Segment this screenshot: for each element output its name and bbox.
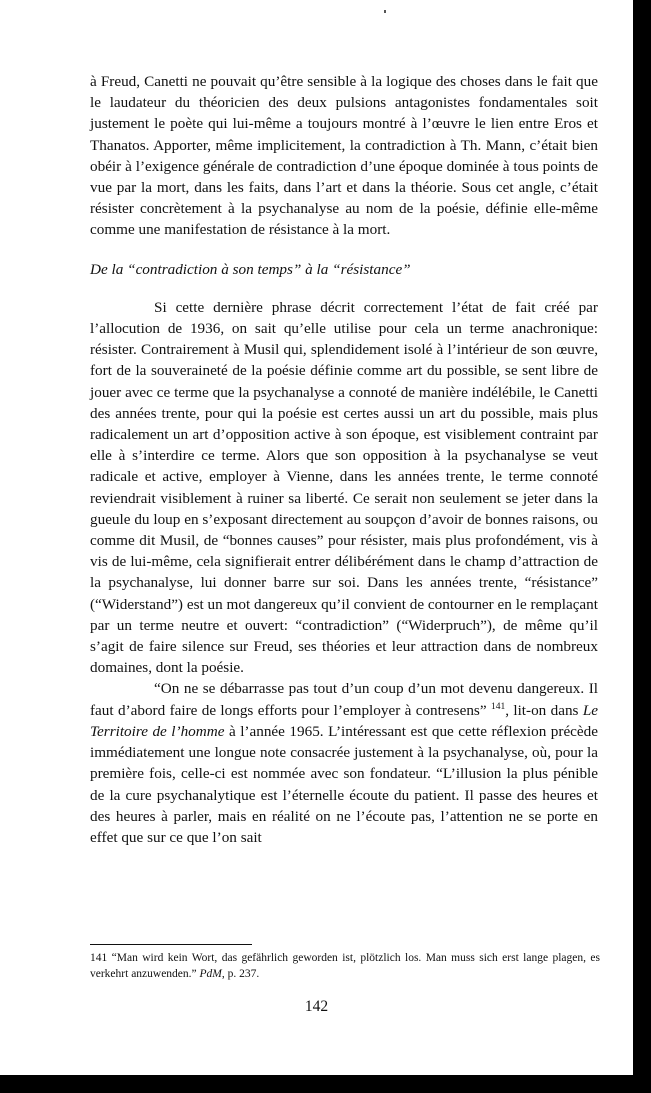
scan-speck [384, 10, 386, 13]
paragraph-1: à Freud, Canetti ne pouvait qu’être sensible à la logique des choses dans le fait que le laudateur du théoricien des deux pulsions antagonistes fondamentales soit justement le poète qui lui-même a toujours montré à l’œuvre le lien entre Eros et Thanatos. Apporter, même implicitement, la contradiction à Th. Mann, c’était bien obéir à l’exigence générale de contradiction d’une époque dominée à tous points de vue par la mort, dans les faits, dans l’art et dans la théorie. Sous cet angle, c’était résister concrètement à la psychanalyse au nom de la poésie, définie elle-même comme une manifestation de résistance à la mort. [90, 73, 598, 239]
scan-border-bottom [0, 1075, 651, 1093]
paragraph-2: Si cette dernière phrase décrit correctement l’état de fait créé par l’allocution de 1936, on sait qu’elle utilise pour cela un terme anachronique: résister. Contrairement à Musil qui, splendidement isolé à l’intérieur de son œuvre, fort de la souveraineté de la poésie définie comme art du possible, se sent libre de jouer avec ce terme que la psychanalyse a connoté de manière indélébile, le Canetti des années trente, pour qui la poésie est certes aussi un art du possible, mais plus radicalement un art d’opposition active à son époque, est visiblement contraint par elle à s’interdire ce terme. Alors que son opposition à la psychanalyse se veut radicale et active, employer à Vienne, dans les années trente, le terme connoté reviendrait visiblement à ruiner sa liberté. Ce serait non seulement se jeter dans la gueule du loup en s’exposant directement au soupçon d’avoir de bonnes raisons, ou comme dit Musil, de “bonnes causes” pour résister, mais plus profondément, vis à vis de lui-même, cela signifierait entrer délibérément dans le champ d’attraction de la psychanalyse, lui donner barre sur soi. Dans les années trente, “résistance” (“Widerstand”) est un mot dangereux qu’il convient de contourner en le remplaçant par un terme neutre et ouvert: “contradiction” (“Widerpruch”), de même qu’il s’agit de faire silence sur Freud, ses théories et leur attraction dans de nombreux domaines, dont la poésie. [90, 298, 598, 677]
footnote-number: 141 [90, 952, 108, 964]
footnote-page: , p. 237. [221, 968, 260, 980]
footnote-source: PdM [199, 968, 222, 980]
scan-border-right [633, 0, 651, 1093]
paragraph-3 [90, 678, 598, 848]
paragraph-3-continuation: à l’année 1965. L’intéressant est que cette réflexion précède immédiatement une longue note consacrée justement à la psychanalyse, où, pour la première fois, celle-ci est nommée avec son fondateur. “L’illusion la plus pénible de la cure psychanalytique est l’éternelle écoute du patient. Il passe des heures et des heures à parler, mais en réalité on ne l’écoute pas, l’attention ne se porte en effet que sur ce que l’on sait [90, 722, 598, 846]
section-heading: De la “contradiction à son temps” à la “résistance” [90, 260, 411, 278]
page-number: 142 [304, 998, 329, 1015]
footnote-reference[interactable]: 141 [490, 701, 506, 712]
paragraph-3-quote: “On ne se débarrasse pas tout d’un coup d’un mot devenu dangereux. Il faut d’abord faire de longs efforts pour l’employer à contresens” [90, 680, 598, 719]
book-title: Le Territoire de l’homme [90, 701, 599, 740]
paragraph-3-text: , lit-on dans [505, 701, 579, 719]
footnote-divider [90, 944, 252, 945]
body-text [90, 71, 598, 848]
footnote-quote: “Man wird kein Wort, das gefährlich geworden ist, plötzlich los. Man muss sich erst lange plagen, es verkehrt anzuwenden.” [90, 952, 600, 980]
footnote [90, 950, 600, 982]
